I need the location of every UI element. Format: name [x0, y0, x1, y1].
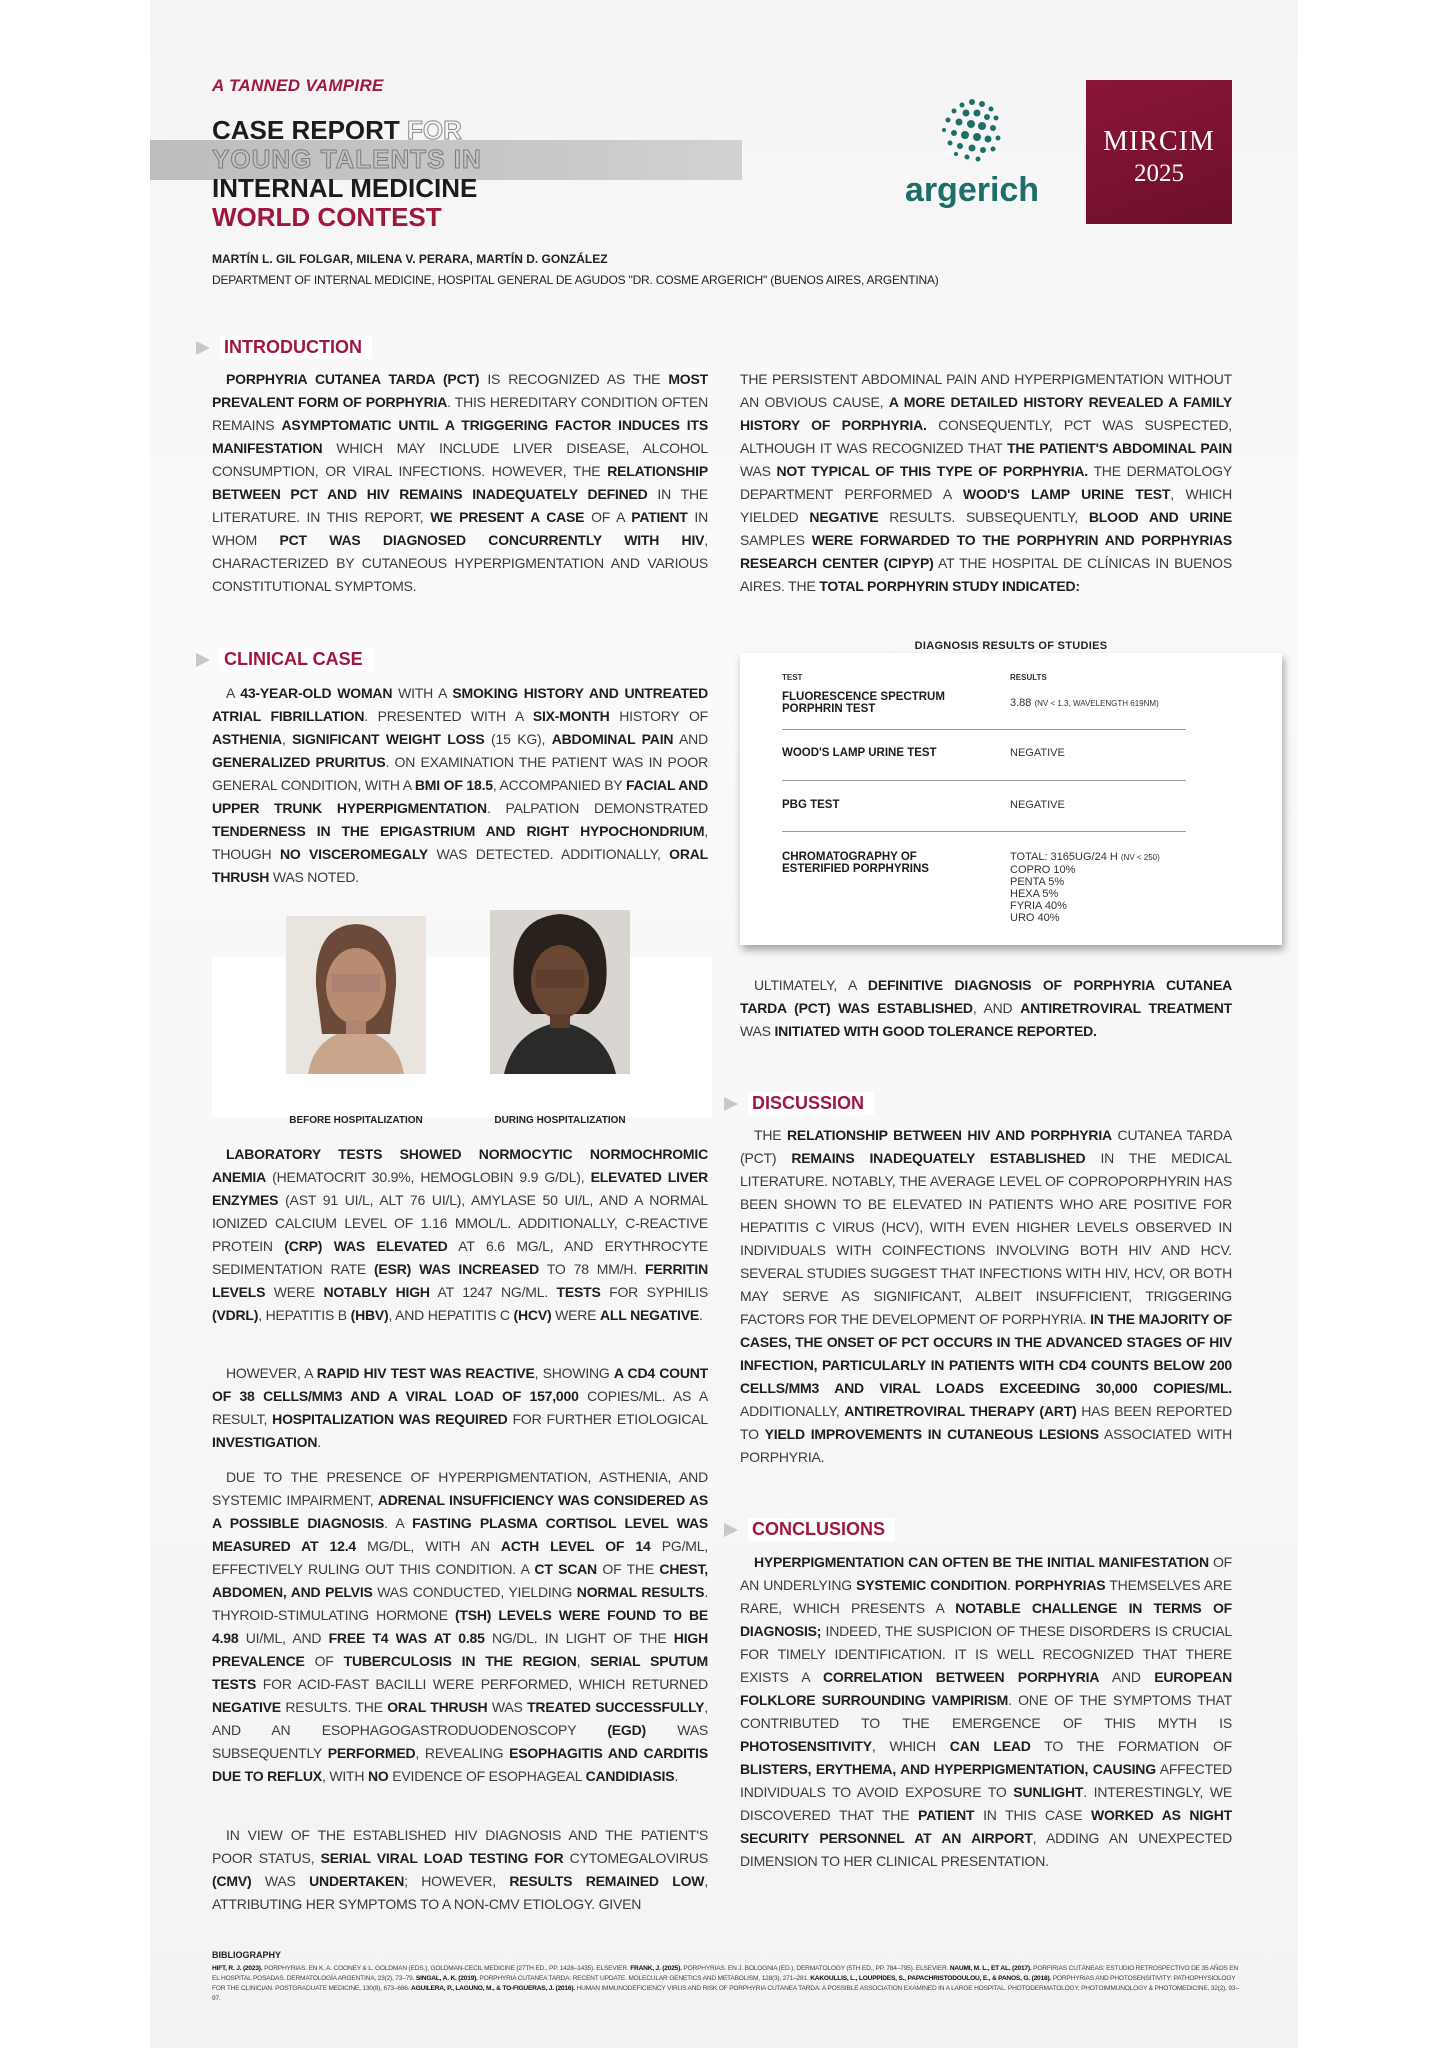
- clinical-case-heading: CLINICAL CASE: [196, 648, 373, 671]
- bibliography-heading: BIBLIOGRAPHY: [212, 1950, 282, 1960]
- row-test: PBG TEST: [782, 799, 840, 811]
- diagnosis-text: ULTIMATELY, A DEFINITIVE DIAGNOSIS OF PORPHYRIA CUTANEA TARDA (PCT) WAS ESTABLISHED, AND ANTIRETROVIRAL TREATMENT WAS INITIATED WITH GOOD TOLERANCE REPORTED.: [740, 977, 1232, 1039]
- mircim-name: MIRCIM: [1103, 126, 1215, 157]
- section-arrow-icon: [196, 341, 210, 355]
- laboratory-text: LABORATORY TESTS SHOWED NORMOCYTIC NORMOCHROMIC ANEMIA (HEMATOCRIT 30.9%, HEMOGLOBIN 9.9 G/DL), ELEVATED LIVER ENZYMES (AST 91 UI/L, ALT 76 UI/L), AMYLASE 50 UI/L, AND A NORMAL IONIZED CALCIUM LEVEL OF 1.16 MMOL/L. ADDITIONALLY, C-REACTIVE PROTEIN (CRP) WAS ELEVATED AT 6.6 MG/L, AND ERYTHROCYTE SEDIMENTATION RATE (ESR) WAS INCREASED TO 78 MM/H. FERRITIN LEVELS WERE NOTABLY HIGH AT 1247 NG/ML. TESTS FOR SYPHILIS (VDRL), HEPATITIS B (HBV), AND HEPATITIS C (HCV) WERE ALL NEGATIVE.: [212, 1146, 708, 1323]
- row-result: NEGATIVE: [1010, 747, 1065, 759]
- hiv-text: HOWEVER, A RAPID HIV TEST WAS REACTIVE, SHOWING A CD4 COUNT OF 38 CELLS/MM3 AND A VIRAL LOAD OF 157,000 COPIES/ML. AS A RESULT, HOSPITALIZATION WAS REQUIRED FOR FURTHER ETIOLOGICAL INVESTIGATION.: [212, 1365, 708, 1450]
- during-caption: DURING HOSPITALIZATION: [494, 1115, 626, 1126]
- introduction-heading: INTRODUCTION: [196, 336, 372, 359]
- title-line4: WORLD CONTEST: [212, 202, 442, 232]
- section-arrow-icon: [724, 1097, 738, 1111]
- row-result: TOTAL: 3165UG/24 H (NV < 250) COPRO 10% PENTA 5% HEXA 5% FYRIA 40% URO 40%: [1010, 851, 1160, 924]
- clinical-case-text: A 43-YEAR-OLD WOMAN WITH A SMOKING HISTORY AND UNTREATED ATRIAL FIBRILLATION. PRESENTED WITH A SIX-MONTH HISTORY OF ASTHENIA, SIGNIFICANT WEIGHT LOSS (15 KG), ABDOMINAL PAIN AND GENERALIZED PRURITUS. ON EXAMINATION THE PATIENT WAS IN POOR GENERAL CONDITION, WITH A BMI OF 18.5, ACCOMPANIED BY FACIAL AND UPPER TRUNK HYPERPIGMENTATION. PALPATION DEMONSTRATED TENDERNESS IN THE EPIGASTRIUM AND RIGHT HYPOCHONDRIUM, THOUGH NO VISCEROMEGALY WAS DETECTED. ADDITIONALLY, ORAL THRUSH WAS NOTED.: [212, 685, 709, 885]
- bibliography-text: HIFT, R. J. (2023). PORPHYRIAS. EN K. A. COONEY & L. GOLDMAN (EDS.), GOLDMAN-CECIL MEDICINE (27TH ED., PP. 1428–1435). ELSEVIER. FRANK, J. (2025). PORPHYRIAS. EN J. BOLOGNIA (ED.), DERMATOLOGY (5TH ED., PP. 784–795). ELSEVIER. NAUMI, M. L., ET AL. (2017). PORFIRIAS CUTÁNEAS: ESTUDIO RETROSPECTIVO DE 35 AÑOS EN EL HOSPITAL POSADAS. DERMATOLOGÍA ARGENTINA, 23(2), 73–79. SINGAL, A. K. (2019). PORPHYRIA CUTANEA TARDA: RECENT UPDATE. MOLECULAR GENETICS AND METABOLISM, 128(3), 271–281. KAKOULLIS, L., LOUPPIDES, S., PAPACHRISTODOULOU, E., & PANOS, G. (2018). PORPHYRIAS AND PHOTOSENSITIVITY: PATHOPHYSIOLOGY FOR THE CLINICIAN. POSTGRADUATE MEDICINE, 130(8), 673–686. AGUILERA, P., LAGUNO, M., & TO-FIGUERAS, J. (2016). HUMAN IMMUNODEFICIENCY VIRUS AND RISK OF PORPHYRIA CUTANEA TARDA: A POSSIBLE ASSOCIATION EXAMINED IN A LARGE HOSPITAL. PHOTODERMATOLOGY, PHOTOIMMUNOLOGY & PHOTOMEDICINE, 32(2), 93–97.: [212, 1965, 1239, 2002]
- col-test-header: TEST: [782, 673, 803, 682]
- department: DEPARTMENT OF INTERNAL MEDICINE, HOSPITAL GENERAL DE AGUDOS "DR. COSME ARGERICH" (BUENOS AIRES, ARGENTINA): [212, 273, 939, 287]
- row-test: FLUORESCENCE SPECTRUM PORPHRIN TEST: [782, 691, 945, 715]
- row-divider: [782, 831, 1186, 832]
- section-arrow-icon: [196, 653, 210, 667]
- title-line1-outline: FOR: [407, 115, 462, 145]
- row-test: WOOD'S LAMP URINE TEST: [782, 747, 937, 759]
- poster-title: [212, 116, 772, 232]
- col-results-header: RESULTS: [1010, 673, 1047, 682]
- adrenal-text: DUE TO THE PRESENCE OF HYPERPIGMENTATION, ASTHENIA, AND SYSTEMIC IMPAIRMENT, ADRENAL INSUFFICIENCY WAS CONSIDERED AS A POSSIBLE DIAGNOSIS. A FASTING PLASMA CORTISOL LEVEL WAS MEASURED AT 12.4 ΜG/DL, WITH AN ACTH LEVEL OF 14 PG/ML, EFFECTIVELY RULING OUT THIS CONDITION. A CT SCAN OF THE CHEST, ABDOMEN, AND PELVIS WAS CONDUCTED, YIELDING NORMAL RESULTS. THYROID-STIMULATING HORMONE (TSH) LEVELS WERE FOUND TO BE 4.98 UI/ML, AND FREE T4 WAS AT 0.85 NG/DL. IN LIGHT OF THE HIGH PREVALENCE OF TUBERCULOSIS IN THE REGION, SERIAL SPUTUM TESTS FOR ACID-FAST BACILLI WERE PERFORMED, WHICH RETURNED NEGATIVE RESULTS. THE ORAL THRUSH WAS TREATED SUCCESSFULLY, AND AN ESOPHAGOGASTRODUODENOSCOPY (EGD) WAS SUBSEQUENTLY PERFORMED, REVEALING ESOPHAGITIS AND CARDITIS DUE TO REFLUX, WITH NO EVIDENCE OF ESOPHAGEAL CANDIDIASIS.: [212, 1469, 709, 1784]
- results-table: [740, 653, 1282, 945]
- title-line3: INTERNAL MEDICINE: [212, 173, 478, 203]
- conclusions-heading: CONCLUSIONS: [724, 1518, 895, 1541]
- row-test: CHROMATOGRAPHY OF ESTERIFIED PORPHYRINS: [782, 851, 929, 875]
- discussion-heading: DISCUSSION: [724, 1092, 874, 1115]
- row-result: 3.88 (NV < 1.3, WAVELENGTH 619NM): [1010, 697, 1159, 709]
- before-hospitalization-photo: [286, 916, 426, 1074]
- before-caption: BEFORE HOSPITALIZATION: [289, 1115, 423, 1126]
- title-line2: YOUNG TALENTS IN: [212, 144, 482, 174]
- during-hospitalization-photo: [490, 910, 630, 1074]
- section-arrow-icon: [724, 1523, 738, 1537]
- conclusions-text: HYPERPIGMENTATION CAN OFTEN BE THE INITIAL MANIFESTATION OF AN UNDERLYING SYSTEMIC CONDITION. PORPHYRIAS THEMSELVES ARE RARE, WHICH PRESENTS A NOTABLE CHALLENGE IN TERMS OF DIAGNOSIS; INDEED, THE SUSPICION OF THESE DISORDERS IS CRUCIAL FOR TIMELY IDENTIFICATION. IT IS WELL RECOGNIZED THAT THERE EXISTS A CORRELATION BETWEEN PORPHYRIA AND EUROPEAN FOLKLORE SURROUNDING VAMPIRISM. ONE OF THE SYMPTOMS THAT CONTRIBUTED TO THE EMERGENCE OF THIS MYTH IS PHOTOSENSITIVITY, WHICH CAN LEAD TO THE FORMATION OF BLISTERS, ERYTHEMA, AND HYPERPIGMENTATION, CAUSING AFFECTED INDIVIDUALS TO AVOID EXPOSURE TO SUNLIGHT. INTERESTINGLY, WE DISCOVERED THAT THE PATIENT IN THIS CASE WORKED AS NIGHT SECURITY PERSONNEL AT AN AIRPORT, ADDING AN UNEXPECTED DIMENSION TO HER CLINICAL PRESENTATION.: [740, 1554, 1232, 1869]
- row-result: NEGATIVE: [1010, 799, 1065, 811]
- mircim-logo: [1086, 80, 1232, 224]
- poster: [150, 0, 1298, 2048]
- authors: MARTÍN L. GIL FOLGAR, MILENA V. PERARA, MARTÍN D. GONZÁLEZ: [212, 252, 608, 266]
- row-divider: [782, 780, 1186, 781]
- cmv-text: IN VIEW OF THE ESTABLISHED HIV DIAGNOSIS AND THE PATIENT'S POOR STATUS, SERIAL VIRAL LOAD TESTING FOR CYTOMEGALOVIRUS (CMV) WAS UNDERTAKEN; HOWEVER, RESULTS REMAINED LOW, ATTRIBUTING HER SYMPTOMS TO A NON-CMV ETIOLOGY. GIVEN: [212, 1827, 709, 1912]
- title-line1: CASE REPORT: [212, 115, 400, 145]
- introduction-text: PORPHYRIA CUTANEA TARDA (PCT) IS RECOGNIZED AS THE MOST PREVALENT FORM OF PORPHYRIA. THIS HEREDITARY CONDITION OFTEN REMAINS ASYMPTOMATIC UNTIL A TRIGGERING FACTOR INDUCES ITS MANIFESTATION WHICH MAY INCLUDE LIVER DISEASE, ALCOHOL CONSUMPTION, OR VIRAL INFECTIONS. HOWEVER, THE RELATIONSHIP BETWEEN PCT AND HIV REMAINS INADEQUATELY DEFINED IN THE LITERATURE. IN THIS REPORT, WE PRESENT A CASE OF A PATIENT IN WHOM PCT WAS DIAGNOSED CONCURRENTLY WITH HIV, CHARACTERIZED BY CUTANEOUS HYPERPIGMENTATION AND VARIOUS CONSTITUTIONAL SYMPTOMS.: [212, 371, 709, 594]
- argerich-logo: [892, 96, 1052, 207]
- argerich-dots-icon: [932, 96, 1012, 166]
- pretitle: A TANNED VAMPIRE: [212, 76, 384, 95]
- discussion-text: THE RELATIONSHIP BETWEEN HIV AND PORPHYRIA CUTANEA TARDA (PCT) REMAINS INADEQUATELY ESTABLISHED IN THE MEDICAL LITERATURE. NOTABLY, THE AVERAGE LEVEL OF COPROPORPHYRIN HAS BEEN SHOWN TO BE ELEVATED IN PATIENTS WHO ARE POSITIVE FOR HEPATITIS C VIRUS (HCV), WITH EVEN HIGHER LEVELS OBSERVED IN INDIVIDUALS WITH COINFECTIONS INVOLVING BOTH HIV AND HCV. SEVERAL STUDIES SUGGEST THAT INFECTIONS WITH HIV, HCV, OR BOTH MAY SERVE AS SIGNIFICANT, ALBEIT INSUFFICIENT, TRIGGERING FACTORS FOR THE DEVELOPMENT OF PORPHYRIA. IN THE MAJORITY OF CASES, THE ONSET OF PCT OCCURS IN THE ADVANCED STAGES OF HIV INFECTION, PARTICULARLY IN PATIENTS WITH CD4 COUNTS BELOW 200 CELLS/MM3 AND VIRAL LOADS EXCEEDING 30,000 COPIES/ML. ADDITIONALLY, ANTIRETROVIRAL THERAPY (ART) HAS BEEN REPORTED TO YIELD IMPROVEMENTS IN CUTANEOUS LESIONS ASSOCIATED WITH PORPHYRIA.: [740, 1127, 1233, 1465]
- results-table-title: DIAGNOSIS RESULTS OF STUDIES: [914, 640, 1108, 652]
- argerich-wordmark: argerich: [904, 171, 1040, 209]
- right-intro-text: THE PERSISTENT ABDOMINAL PAIN AND HYPERPIGMENTATION WITHOUT AN OBVIOUS CAUSE, A MORE DETAILED HISTORY REVEALED A FAMILY HISTORY OF PORPHYRIA. CONSEQUENTLY, PCT WAS SUSPECTED, ALTHOUGH IT WAS RECOGNIZED THAT THE PATIENT'S ABDOMINAL PAIN WAS NOT TYPICAL OF THIS TYPE OF PORPHYRIA. THE DERMATOLOGY DEPARTMENT PERFORMED A WOOD'S LAMP URINE TEST, WHICH YIELDED NEGATIVE RESULTS. SUBSEQUENTLY, BLOOD AND URINE SAMPLES WERE FORWARDED TO THE PORPHYRIN AND PORPHYRIAS RESEARCH CENTER (CIPYP) AT THE HOSPITAL DE CLÍNICAS IN BUENOS AIRES. THE TOTAL PORPHYRIN STUDY INDICATED:: [740, 371, 1233, 594]
- row-divider: [782, 729, 1186, 730]
- mircim-year: 2025: [1134, 160, 1184, 187]
